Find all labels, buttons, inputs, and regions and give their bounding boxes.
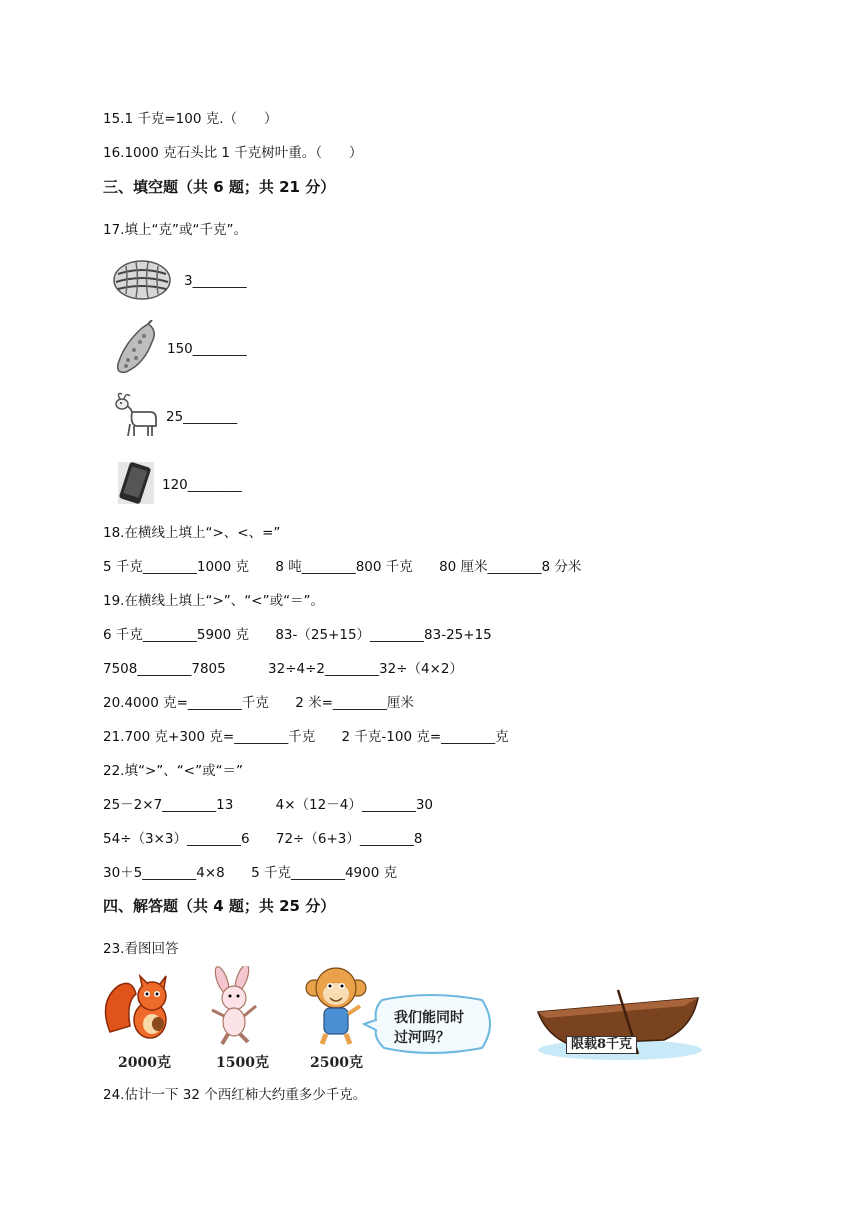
q22-d: 72÷（6+3）________8 — [275, 831, 423, 847]
squirrel-weight-label: 2000克 — [118, 1055, 171, 1071]
q17-item-2: 150________ — [167, 341, 247, 357]
q17-item-4: 120________ — [162, 477, 242, 493]
rabbit-weight-label: 1500克 — [216, 1055, 269, 1071]
bitter-melon-icon — [112, 320, 160, 376]
question-22: 22.填“>”、“<”或“＝” — [103, 763, 244, 779]
monkey-weight-label: 2500克 — [310, 1055, 363, 1071]
goat-icon — [112, 390, 160, 440]
q19-d: 32÷4÷2________32÷（4×2） — [268, 661, 463, 677]
question-22-row-3 — [103, 864, 397, 882]
question-22-row-2 — [103, 830, 422, 848]
question-22-row-1 — [103, 796, 433, 814]
question-24: 24.估计一下 32 个西红柿大约重多少千克。 — [103, 1087, 367, 1103]
q18-b: 8 吨________800 千克 — [275, 559, 413, 575]
question-16: 16.1000 克石头比 1 千克树叶重。（ ） — [103, 145, 363, 161]
question-19-row-1 — [103, 626, 492, 644]
question-18-row — [103, 558, 581, 576]
q20-b: 2 米=________厘米 — [295, 695, 414, 711]
q17-item-1: 3________ — [184, 273, 247, 289]
q19-a: 6 千克________5900 克 — [103, 627, 250, 643]
q18-c: 80 厘米________8 分米 — [439, 559, 582, 575]
phone-icon — [112, 458, 160, 508]
section-4-heading: 四、解答题（共 4 题；共 25 分） — [103, 897, 336, 915]
question-15: 15.1 千克=100 克.（ ） — [103, 111, 278, 127]
q20-a: 20.4000 克=________千克 — [103, 695, 269, 711]
question-19-row-2 — [103, 660, 463, 678]
monkey-icon — [302, 964, 370, 1046]
q19-b: 83-（25+15）________83-25+15 — [275, 627, 492, 643]
question-19: 19.在横线上填上“>”、“<”或“＝”。 — [103, 593, 325, 609]
q18-a: 5 千克________1000 克 — [103, 559, 250, 575]
boat-sign: 限载8千克 — [566, 1036, 637, 1054]
q22-e: 30＋5________4×8 — [103, 865, 225, 881]
squirrel-icon — [100, 972, 180, 1044]
question-17: 17.填上“克”或“千克”。 — [103, 222, 247, 238]
watermelon-icon — [112, 256, 174, 304]
question-23: 23.看图回答 — [103, 941, 179, 957]
q21-a: 21.700 克+300 克=________千克 — [103, 729, 316, 745]
q21-b: 2 千克-100 克=________克 — [341, 729, 509, 745]
question-20-row — [103, 694, 414, 712]
bubble-line-1: 我们能同时 — [394, 1010, 464, 1026]
rabbit-icon — [198, 966, 272, 1046]
q22-f: 5 千克________4900 克 — [251, 865, 398, 881]
bubble-line-2: 过河吗？ — [394, 1030, 450, 1046]
q17-item-3: 25________ — [166, 409, 238, 425]
q19-c: 7508________7805 — [103, 661, 226, 677]
boat-icon — [534, 988, 704, 1064]
q22-a: 25－2×7________13 — [103, 797, 234, 813]
question-21-row — [103, 728, 509, 746]
section-3-heading: 三、填空题（共 6 题；共 21 分） — [103, 178, 336, 196]
q22-b: 4×（12－4）________30 — [275, 797, 434, 813]
speech-bubble — [362, 994, 498, 1056]
q22-c: 54÷（3×3）________6 — [103, 831, 250, 847]
question-18: 18.在横线上填上“>、<、=” — [103, 525, 281, 541]
